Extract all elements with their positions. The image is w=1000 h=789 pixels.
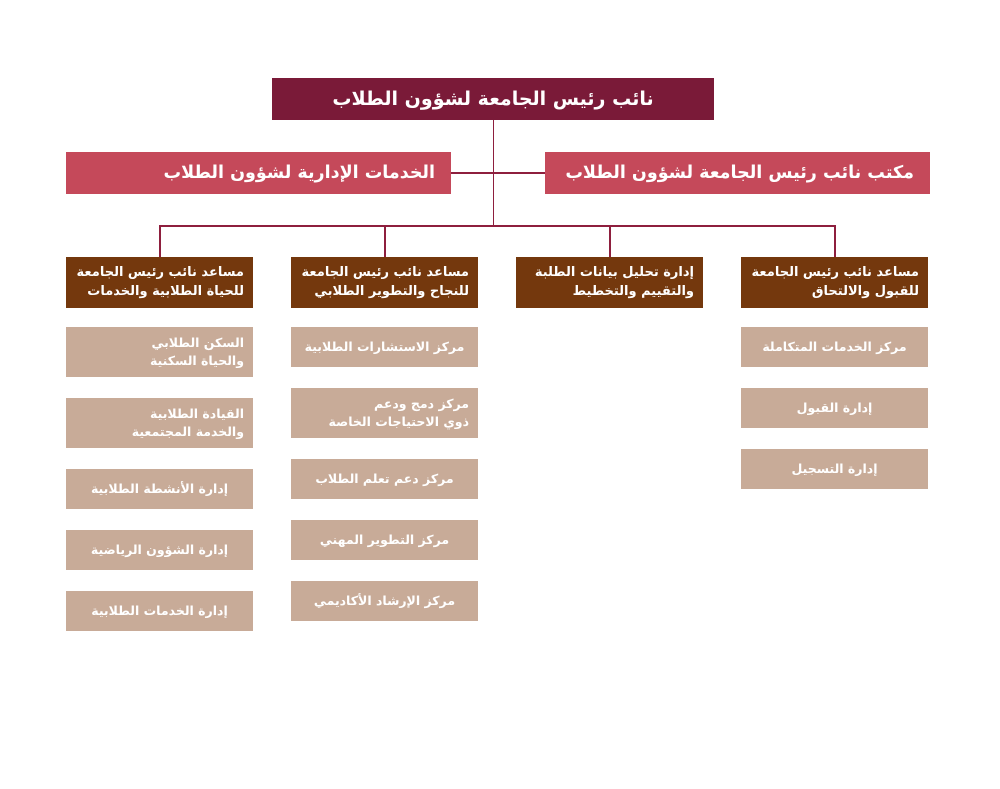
node-label: الخدمات الإدارية لشؤون الطلاب [163,163,435,183]
leaf-label-line: والخدمة المجتمعية [131,424,244,439]
connector-drop-branch-4 [834,225,836,257]
leaf-label-line: مركز دمج ودعم [374,395,469,411]
leaf-label-line: مركز الاستشارات الطلابية [304,338,465,354]
leaf-label-line: إدارة الخدمات الطلابية [91,602,228,618]
connector-drop-branch-3 [609,225,611,257]
leaf-label-line: القيادة الطلابية [150,405,244,421]
node-label-line: مساعد نائب رئيس الجامعة [76,264,244,280]
org-leaf-student-counseling-center [291,327,478,367]
org-node-student-success-development [291,257,478,308]
org-leaf-sports-affairs [66,530,253,570]
node-label: مكتب نائب رئيس الجامعة لشؤون الطلاب [565,163,914,183]
org-node-data-analysis-planning [516,257,703,308]
node-label-line: مساعد نائب رئيس الجامعة [751,264,919,280]
org-leaf-student-leadership-community-service [66,398,253,448]
node-label-line: والتقييم والتخطيط [572,283,694,299]
org-leaf-integrated-services-center [741,327,928,367]
leaf-label-line: إدارة التسجيل [791,460,878,476]
org-leaf-career-development-center [291,520,478,560]
node-label-line: مساعد نائب رئيس الجامعة [301,264,469,280]
org-leaf-inclusion-special-needs-center [291,388,478,438]
org-leaf-student-activities [66,469,253,509]
org-leaf-student-housing [66,327,253,377]
org-node-vp-student-affairs [272,78,714,120]
leaf-label-line: مركز دعم تعلم الطلاب [315,470,454,486]
node-label-line: للنجاح والتطوير الطلابي [314,283,469,299]
org-node-vp-office [545,152,930,194]
connector-drop-branch-1 [159,225,161,257]
leaf-label-line: ذوي الاحتياجات الخاصة [328,414,469,429]
connector-bus-horizontal [159,225,835,227]
org-leaf-student-services [66,591,253,631]
leaf-label-line: إدارة القبول [796,399,873,415]
node-label-line: إدارة تحليل بيانات الطلبة [534,264,694,280]
org-leaf-learning-support-center [291,459,478,499]
org-leaf-registration-department [741,449,928,489]
org-node-student-life-and-services [66,257,253,308]
leaf-label-line: إدارة الأنشطة الطلابية [90,480,229,496]
node-label: نائب رئيس الجامعة لشؤون الطلاب [332,88,654,110]
leaf-label-line: مركز الخدمات المتكاملة [762,338,907,354]
leaf-label-line: السكن الطلابي [151,334,244,350]
connector-level2-horizontal [451,172,545,174]
node-label-line: للقبول والالتحاق [811,283,919,299]
org-leaf-admission-department [741,388,928,428]
org-node-admission-enrollment [741,257,928,308]
org-leaf-academic-advising-center [291,581,478,621]
leaf-label-line: مركز التطوير المهني [319,531,450,547]
leaf-label-line: والحياة السكنية [149,353,244,368]
leaf-label-line: إدارة الشؤون الرياضية [90,541,229,557]
org-node-admin-services [66,152,451,194]
connector-drop-branch-2 [384,225,386,257]
leaf-label-line: مركز الإرشاد الأكاديمي [313,592,456,608]
node-label-line: للحياة الطلابية والخدمات [87,283,244,299]
